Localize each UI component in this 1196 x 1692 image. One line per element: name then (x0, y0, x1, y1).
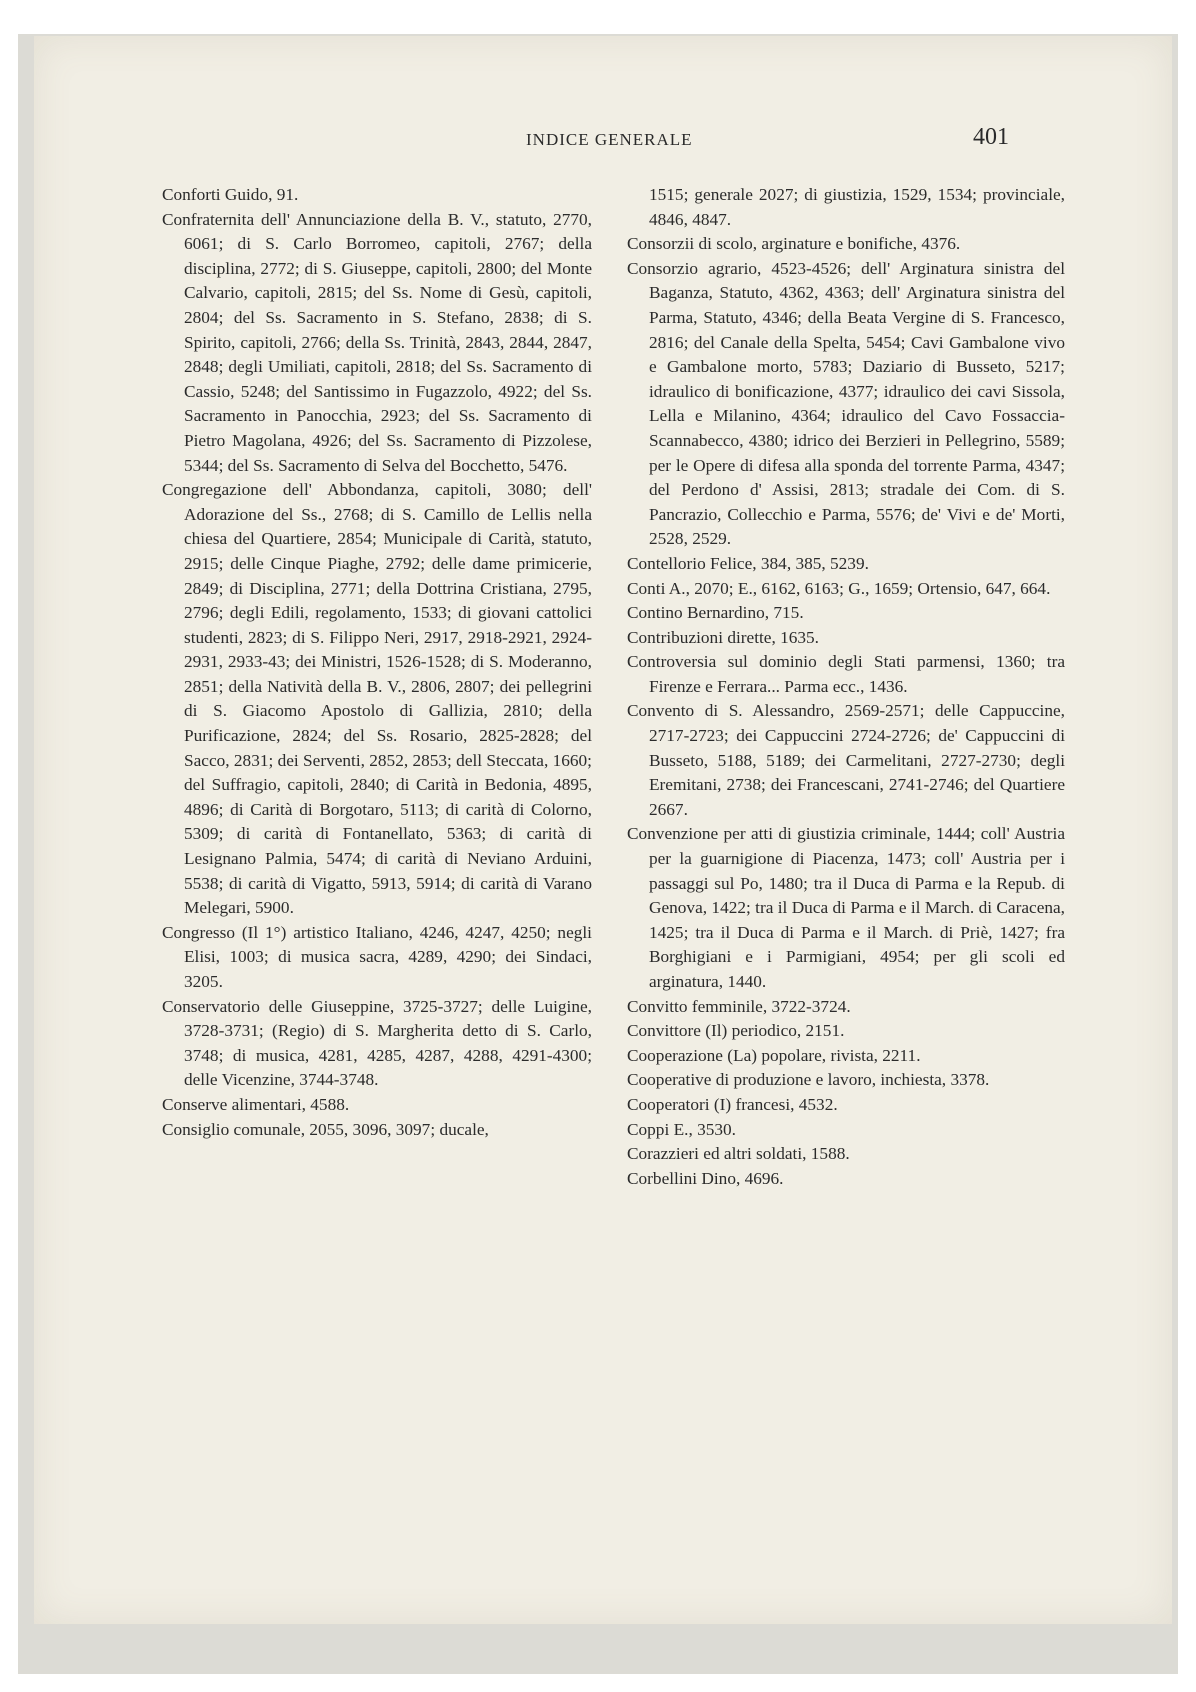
document-page (34, 36, 1172, 1624)
index-entry: Conforti Guido, 91. (162, 185, 299, 204)
running-title: INDICE GENERALE (526, 130, 693, 149)
left-column (162, 183, 592, 1142)
index-entry: Consiglio comunale, 2055, 3096, 3097; ducale, (162, 1119, 489, 1139)
index-entry: Contellorio Felice, 384, 385, 5239. (627, 553, 869, 573)
index-entry: Cooperatori (I) francesi, 4532. (627, 1094, 838, 1114)
index-entry: Corazzieri ed altri soldati, 1588. (627, 1144, 850, 1164)
index-entry: Consorzii di scolo, arginature e bonifiche, 4376. (627, 234, 961, 254)
index-entry: Convitto femminile, 3722-3724. (627, 996, 851, 1016)
index-entry: Contino Bernardino, 715. (627, 603, 804, 623)
index-entry: Coppi E., 3530. (627, 1119, 736, 1139)
page-number: 401 (973, 124, 1009, 150)
index-entry: Cooperazione (La) popolare, rivista, 2211. (627, 1045, 921, 1065)
index-entry: Confraternita dell' Annunciazione della B. V., statuto, 2770, 6061; di S. Carlo Borromeo, capitoli, 2767; della disciplina, 2772; di S. Giuseppe, capitoli, 2800; del Monte Calvario, capitoli, 2815; del Ss. Nome di Gesù, capitoli, 2804; del Ss. Sacramento in S. Stefano, 2838; di S. Spirito, capitoli, 2766; della Ss. Trinità, 2843, 2844, 2847, 2848; degli Umiliati, capitoli, 2818; del Ss. Sacramento di Cassio, 5248; del Santissimo in Fugazzolo, 4922; del Ss. Sacramento in Panocchia, 2923; del Ss. Sacramento di Pietro Magolana, 4926; del Ss. Sacramento di Pizzolese, 5344; del Ss. Sacramento di Selva del Bocchetto, 5476. (162, 209, 592, 475)
right-column (627, 183, 1065, 1191)
index-entry: Consorzio agrario, 4523-4526; dell' Arginatura sinistra del Baganza, Statuto, 4362, 4363; dell' Arginatura sinistra del Parma, Statuto, 4346; della Beata Vergine di S. Francesco, 2816; del Canale della Spelta, 5454; Cavi Gambalone vivo e Gambalone morto, 5783; Daziario di Busseto, 5217; idraulico di bonificazione, 4377; idraulico dei cavi Sissola, Lella e Milanino, 4364; idraulico del Cavo Fossaccia-Scannabecco, 4380; idrico dei Berzieri in Pellegrino, 5589; per le Opere di difesa alla sponda del torrente Parma, 4347; del Perdono d' Assisi, 2813; stradale dei Com. di S. Pancrazio, Collecchio e Parma, 5576; de' Vivi e de' Morti, 2528, 2529. (627, 258, 1065, 549)
index-entry: Corbellini Dino, 4696. (627, 1168, 784, 1188)
index-entry-continuation: 1515; generale 2027; di giustizia, 1529, 1534; provinciale, 4846, 4847. (649, 185, 1065, 229)
index-entry: Congresso (Il 1°) artistico Italiano, 4246, 4247, 4250; negli Elisi, 1003; di musica sacra, 4289, 4290; dei Sindaci, 3205. (162, 922, 592, 991)
index-entry: Convittore (Il) periodico, 2151. (627, 1021, 845, 1041)
index-entry: Congregazione dell' Abbondanza, capitoli, 3080; dell' Adorazione del Ss., 2768; di S. Camillo de Lellis nella chiesa del Quartiere, 2854; Municipale di Carità, statuto, 2915; delle Cinque Piaghe, 2792; delle dame primicerie, 2849; di Disciplina, 2771; della Dottrina Cristiana, 2795, 2796; degli Edili, regolamento, 1533; di giovani cattolici studenti, 2823; di S. Filippo Neri, 2917, 2918-2921, 2924-2931, 2933-43; dei Ministri, 1526-1528; di S. Moderanno, 2851; della Natività della B. V., 2806, 2807; dei pellegrini di S. Giacomo Apostolo di Gallizia, 2810; della Purificazione, 2824; del Ss. Rosario, 2825-2828; del Sacco, 2831; dei Serventi, 2852, 2853; dell Steccata, 1660; del Suffragio, capitoli, 2840; di Carità in Bedonia, 4895, 4896; di Carità di Borgotaro, 5113; di carità di Colorno, 5309; di carità di Fontanellato, 5363; di carità di Lesignano Palmia, 5474; di carità di Neviano Arduini, 5538; di carità di Vigatto, 5913, 5914; di carità di Varano Melegari, 5900. (162, 480, 592, 918)
index-entry: Conservatorio delle Giuseppine, 3725-3727; delle Luigine, 3728-3731; (Regio) di S. Margherita detto di S. Carlo, 3748; di musica, 4281, 4285, 4287, 4288, 4291-4300; delle Vicenzine, 3744-3748. (162, 996, 592, 1090)
index-entry: Cooperative di produzione e lavoro, inchiesta, 3378. (627, 1070, 990, 1090)
page-header (34, 124, 1172, 160)
index-entry: Conserve alimentari, 4588. (162, 1094, 350, 1114)
index-entry: Conti A., 2070; E., 6162, 6163; G., 1659; Ortensio, 647, 664. (627, 578, 1051, 598)
index-entry: Controversia sul dominio degli Stati parmensi, 1360; tra Firenze e Ferrara... Parma ecc., 1436. (627, 652, 1065, 696)
index-entry: Contribuzioni dirette, 1635. (627, 627, 819, 647)
index-entry: Convenzione per atti di giustizia criminale, 1444; coll' Austria per la guarnigione di Piacenza, 1473; coll' Austria per i passaggi sul Po, 1480; tra il Duca di Parma e la Repub. di Genova, 1422; tra il Duca di Parma e il March. di Caracena, 1425; tra il Duca di Parma e il March. di Priè, 1427; fra Borghigiani e i Parmigiani, 4954; per gli scoli ed arginatura, 1440. (627, 824, 1065, 991)
index-entry: Convento di S. Alessandro, 2569-2571; delle Cappuccine, 2717-2723; dei Cappuccini 2724-2726; de' Cappuccini di Busseto, 5188, 5189; dei Carmelitani, 2727-2730; degli Eremitani, 2738; dei Francescani, 2741-2746; del Quartiere 2667. (627, 701, 1065, 819)
